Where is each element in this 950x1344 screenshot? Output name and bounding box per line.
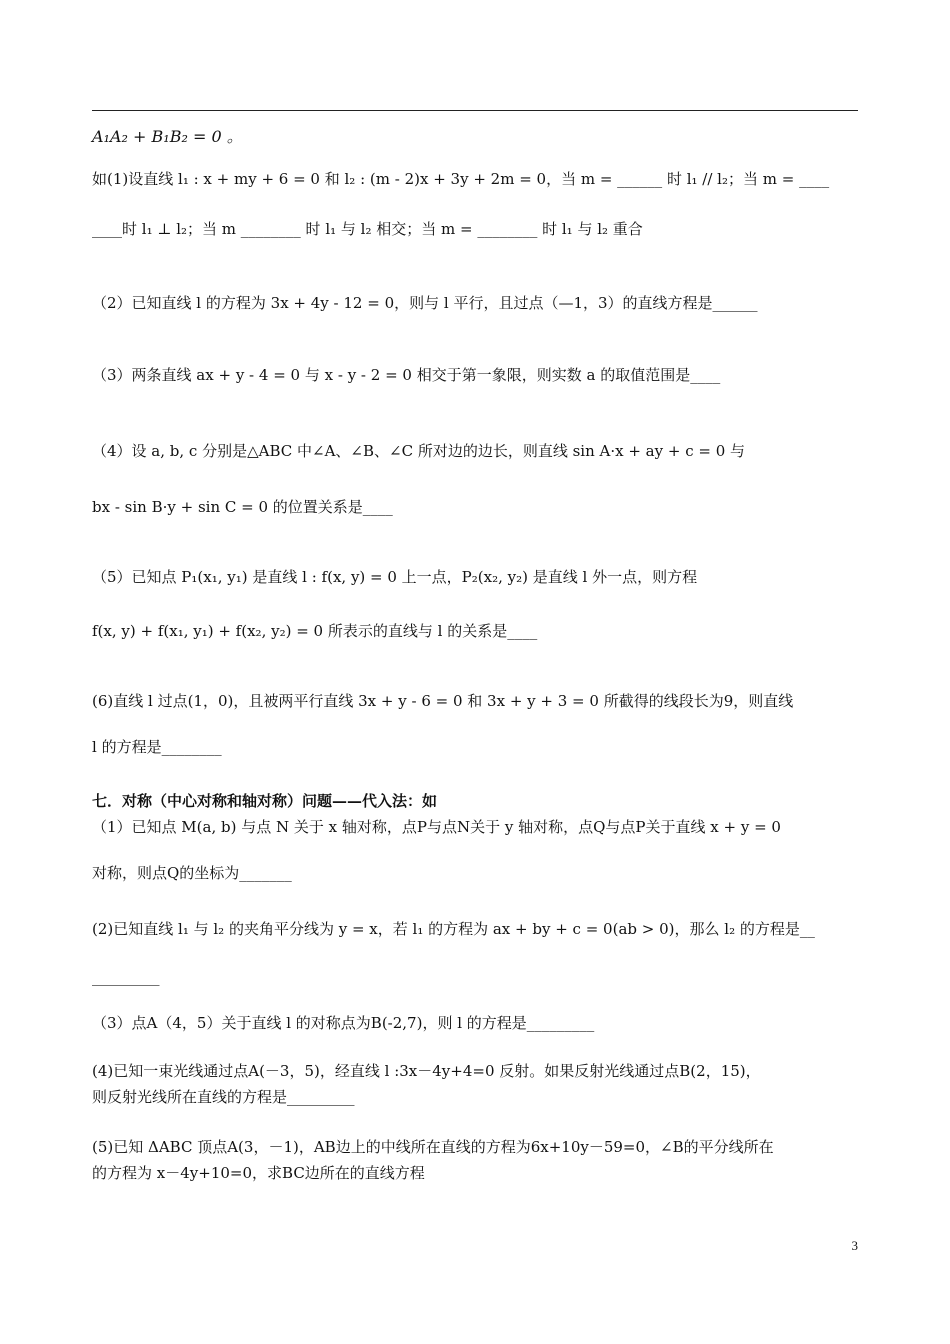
text-line-13: 对称，则点Q的坐标为_______ <box>92 864 292 882</box>
text-line-9: (6)直线 l 过点(1，0)，且被两平行直线 3x + y - 6 = 0 和 3x + y + 3 = 0 所截得的线段长为9，则直线 <box>92 692 794 710</box>
text-line-15: _________ <box>92 968 160 986</box>
page-number: 3 <box>851 1238 858 1253</box>
header-rule <box>92 110 858 111</box>
top-formula: A₁A₂ + B₁B₂ = 0 。 <box>92 127 243 146</box>
text-line-19: (5)已知 ΔABC 顶点A(3，－1)，AB边上的中线所在直线的方程为6x+10y－59=0，∠B的平分线所在 <box>92 1138 774 1156</box>
text-line-8: f(x, y) + f(x₁, y₁) + f(x₂, y₂) = 0 所表示的直线与 l 的关系是____ <box>92 622 538 640</box>
text-line-7: （5）已知点 P₁(x₁, y₁) 是直线 l : f(x, y) = 0 上一点，P₂(x₂, y₂) 是直线 l 外一点，则方程 <box>92 568 698 586</box>
text-line-16: （3）点A（4，5）关于直线 l 的对称点为B(-2,7)，则 l 的方程是_________ <box>92 1014 595 1032</box>
text-line-17: (4)已知一束光线通过点A(－3，5)，经直线 l :3x－4y+4=0 反射。如果反射光线通过点B(2，15)， <box>92 1062 761 1080</box>
text-line-2: ____时 l₁ ⊥ l₂；当 m ________ 时 l₁ 与 l₂ 相交；当 m = ________ 时 l₁ 与 l₂ 重合 <box>92 220 643 238</box>
text-line-12: （1）已知点 M(a, b) 与点 N 关于 x 轴对称，点P与点N关于 y 轴对称，点Q与点P关于直线 x + y = 0 <box>92 818 781 836</box>
text-line-14: (2)已知直线 l₁ 与 l₂ 的夹角平分线为 y = x，若 l₁ 的方程为 ax + by + c = 0(ab > 0)，那么 l₂ 的方程是__ <box>92 920 815 938</box>
text-line-18: 则反射光线所在直线的方程是_________ <box>92 1088 355 1106</box>
text-line-10: l 的方程是________ <box>92 738 222 756</box>
section-heading: 七．对称（中心对称和轴对称）问题——代入法：如 <box>92 792 438 810</box>
text-line-3: （2）已知直线 l 的方程为 3x + 4y - 12 = 0，则与 l 平行，且过点（—1，3）的直线方程是______ <box>92 294 758 312</box>
text-line-1: 如(1)设直线 l₁ : x + my + 6 = 0 和 l₂ : (m - 2)x + 3y + 2m = 0，当 m = ______ 时 l₁ // l₂；当 m = ____ <box>92 170 830 188</box>
text-line-5: （4）设 a, b, c 分别是△ABC 中∠A、∠B、∠C 所对边的边长，则直线 sin A·x + ay + c = 0 与 <box>92 442 746 460</box>
text-line-4: （3）两条直线 ax + y - 4 = 0 与 x - y - 2 = 0 相交于第一象限，则实数 a 的取值范围是____ <box>92 366 721 384</box>
text-line-20: 的方程为 x－4y+10=0，求BC边所在的直线方程 <box>92 1164 425 1182</box>
text-line-6: bx - sin B·y + sin C = 0 的位置关系是____ <box>92 498 393 516</box>
